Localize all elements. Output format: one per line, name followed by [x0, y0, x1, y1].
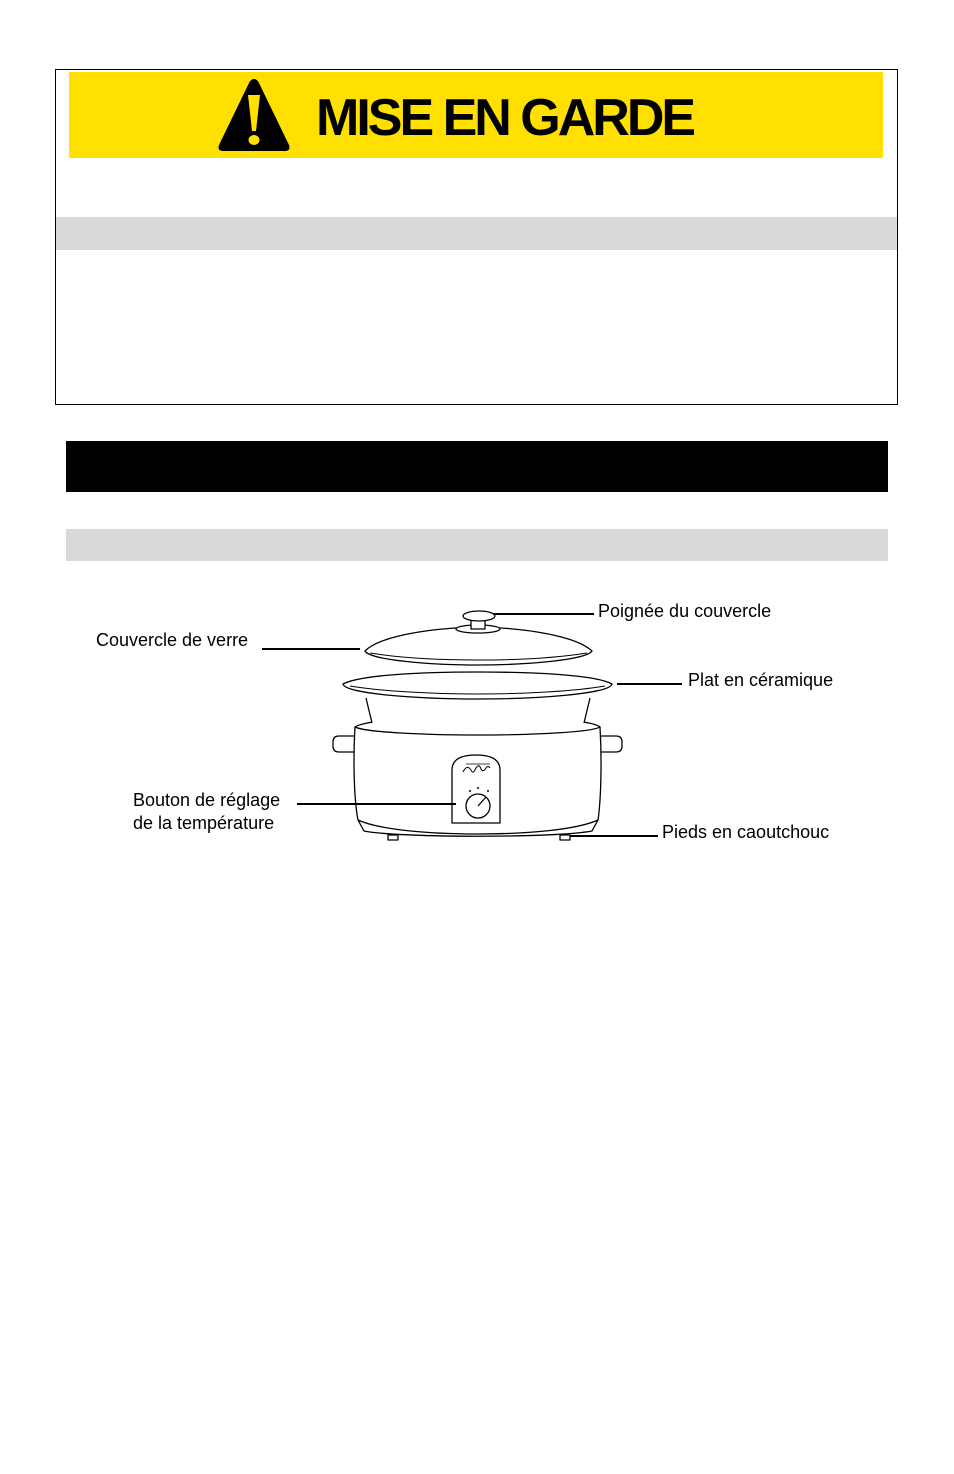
lid-handle-cap: [463, 611, 495, 621]
label-lid-handle: Poignée du couvercle: [598, 601, 772, 621]
rubber-foot: [388, 835, 398, 840]
section-header-bar: [66, 441, 888, 492]
left-side-handle: [333, 736, 357, 752]
warning-triangle-icon: [217, 77, 291, 153]
ceramic-pot-body: [366, 698, 590, 723]
right-side-handle: [598, 736, 622, 752]
ceramic-pot-rim: [343, 672, 612, 699]
label-rubber-feet: Pieds en caoutchouc: [662, 822, 830, 842]
warning-banner: [69, 72, 883, 158]
label-temperature-knob-line-1: Bouton de réglage: [133, 790, 281, 810]
rubber-foot: [560, 835, 570, 840]
label-temperature-knob-line-2: de la température: [133, 813, 275, 833]
slow-cooker-drawing: [333, 611, 622, 840]
section-band: [56, 217, 897, 250]
warning-title: MISE EN GARDE: [316, 89, 694, 147]
label-glass-lid: Couvercle de verre: [96, 630, 249, 650]
subsection-band: [66, 529, 888, 561]
slow-cooker-diagram: [0, 590, 954, 860]
label-ceramic-pot: Plat en céramique: [688, 670, 834, 690]
warning-box: [55, 69, 898, 405]
